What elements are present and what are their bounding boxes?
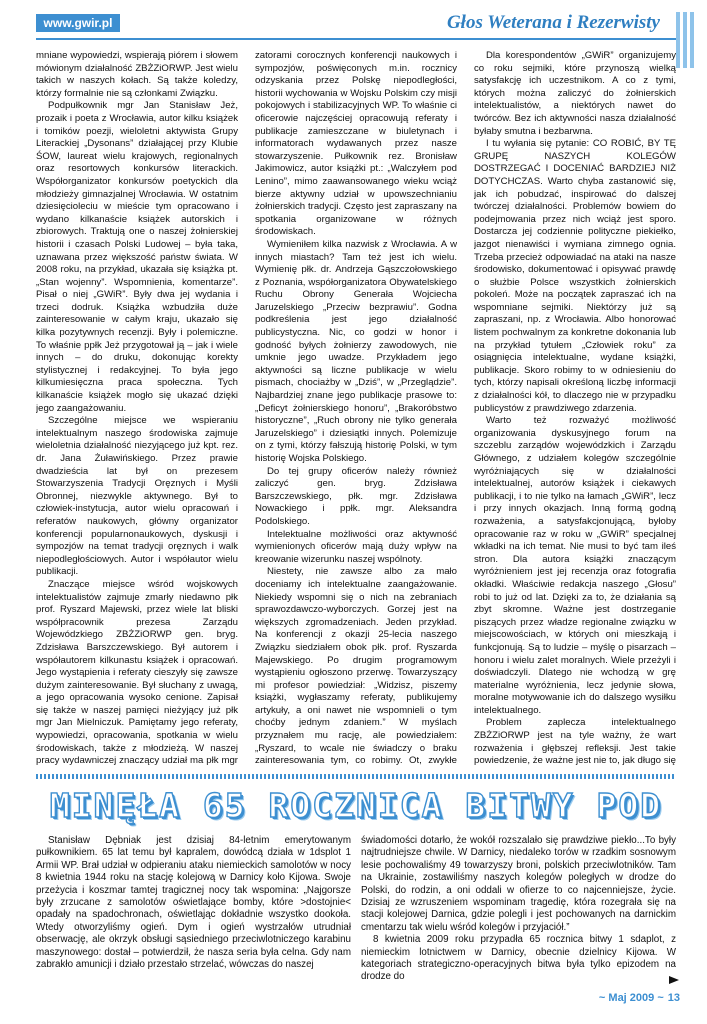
paragraph: Do tej grupy oficerów należy również zaliczyć gen. bryg. Zdzisława Barszczewskiego, płk. mgr. Zdzisława Nowackiego i ppłk. mgr. Aleksandra Podolskiego. bbox=[255, 465, 457, 527]
paragraph: Wymieniłem kilka nazwisk z Wrocławia. A w innych miastach? Tam też jest ich wielu. Wymienię płk. dr. Andrzeja Gąszczołowskiego z Poznania, współorganizatora Obywatelskiego Ruchu Obrony Generała Wojciecha Jaruzelskiego „Przeciw bezprawiu”. Godna podkreślenia jest jego działalność publicystyczna. Nic, co godzi w honor i godność byłych żołnierzy zawodowych, nie umknie jego uwadze. Przykładem jego aktywności są liczne publikacje w wielu pismach, chociażby w „Dziś”, w „Przeglądzie”. Najbardziej znane jego publikacje prasowe to: „Deficyt żołnierskiego honoru”, „Brakoróbstwo historyczne”, „Ruch obrony nie tylko generała Jaruzelskiego” i dziesiątki innych. Polemizuje on z tymi, którzy fałszują historię Polski, w tym historię Wojska Polskiego. bbox=[255, 238, 457, 464]
article-column-2 bbox=[255, 50, 457, 768]
article-column-1 bbox=[36, 50, 238, 768]
paragraph: mniane wypowiedzi, wspierają piórem i słowem mówionym działalność ZBŻZiORWP. Jest wielu takich w naszych kołach. Są także koledzy, którzy formalnie nie są członkami Związku. bbox=[36, 50, 238, 99]
paragraph: Podpułkownik mgr Jan Stanisław Jeż, prozaik i poeta z Wrocławia, autor kilku książek i tomików poezji, wieloletni aktywista Grupy Literackiej „Dysonans” działającej przy Klubie ŚOW, laureat wielu krajowych, regionalnych oraz resortowych konkursów literackich. Współorganizator konkursów poetyckich dla młodzieży gimnazjalnej Wrocławia. W ostatnim dziesięcioleciu w mieście tym opracowano i wydano kilkanaście książek autorskich i zbiorowych. Traktują one o naszej żołnierskiej historii i czasach Polski Ludowej – była taka, uznawana przez większość państw świata. W 2008 roku, na przykład, ukazała się książka pt. „Stan wojenny”. Wspomnienia, komentarze”. Pisał o niej „GWiR”. Były dwa jej wydania i trzeci dodruk. Książka wzbudziła duże zainteresowanie w całym kraju, ukazało się kilka pozytywnych recenzji. Były i polemiczne. To właśnie ppłk Jeż przygotował ją – jak i wiele innych – do druku, dokonując korekty stylistycznej i redakcyjnej. To była jego kilkumiesięczna praca społeczna. Tych kilkanaście książek mogło się ukazać dzięki jego zaangażowaniu. bbox=[36, 100, 238, 414]
article-headline: MINĘŁA 65 ROCZNICA BITWY POD bbox=[49, 786, 663, 825]
paragraph: zatorami corocznych konferencji naukowych i sympozjów, poświęconych m.in. rocznicy odzyskania przez Polskę niepodległości, historii wychowania w Wojsku Polskim czy misji pokojowych i stabilizacyjnych WP. To właśnie ci oficerowie najczęściej opracowują referaty i publikacje zamieszczane w biuletynach i informatorach wydawanych przez nasze stowarzyszenie. Pułkownik rez. Bronisław Jakimowicz, autor książki pt.: „Walczyłem pod Lenino”, mimo zaawansowanego wieku wciąż bierze aktywny udział w upowszechnianiu żołnierskich tradycji. Często jest zapraszany na spotkania organizowane w różnych środowiskach. bbox=[255, 50, 457, 238]
page-footer bbox=[590, 992, 680, 1004]
paragraph: Szczególne miejsce we wspieraniu intelektualnym naszego środowiska zajmuje wieloletnia działalność niezyjącego już kpt. rez. dr. Jana Żuławińskiego. Przez prawie dwadzieścia lat był on prezesem Stowarzyszenia Tradycji Oręznych i Myśli Obronnej, niezwykle aktywnego. Był to człowiek-instytucja, autor wielu opracowań i referatów naukowych, główny organizator konferencji popularnonaukowych, dyskusji i sympozjów na temat tradycji oręznych i walk niepodległościowych. Autor i współautor wielu publikacji. bbox=[36, 415, 238, 578]
article2-column-2 bbox=[361, 835, 676, 987]
article-column-3 bbox=[474, 50, 676, 768]
issue-date: ~ Maj 2009 ~ bbox=[598, 992, 664, 1004]
paragraph: Dla korespondentów „GWiR” organizujemy co roku sejmiki, które przynoszą wielką satysfakcję ich uczestnikom. A co z tymi, których można zaliczyć do żołnierskich intelektualistów, a niektórych nawet do twórców. Bez ich aktywności nasza działalność byłaby smutna i bezbarwna. bbox=[474, 50, 676, 137]
section-divider bbox=[36, 774, 676, 779]
paragraph: Niestety, nie zawsze albo za mało doceniamy ich intelektualne zaangażowanie. Niekiedy wspomni się o nich na zebraniach sprawozdawczo-wyborczych. Gorzej jest na większych zgromadzeniach. Jeden przykład. Na konferencji z okazji 25-lecia naszego Związku siedziałem obok płk. prof. Ryszarda Majewskiego. Po drugim programowym wystąpieniu ogłoszono przerwę. Towarzyszący mi profesor powiedział: „Widzisz, piszemy książki, wygłaszamy referaty, publikujemy artykuły, a oni nawet nie wspomnieli o tym choćby jednym zdaniem.” W myślach przyznałem mu rację, ale powiedziałem: „Ryszard, to wcale nie świadczy o braku zainteresowania tym, co robimy. Ot, zwykłe bbox=[255, 566, 457, 767]
site-url[interactable]: www.gwir.pl bbox=[36, 14, 120, 32]
paragraph: świadomości dotarło, że wokół rozszalało się prawdziwe piekło...To były najtrudniejsze chwile. W Darnicy, niedaleko torów w rzadkim sosnowym lesie pochowaliśmy 49 towarzyszy broni, polskich przeciwlotników. Tam na Ukrainie, zostawiliśmy naszych kolegów poległych w drodze do Polski, do rodzin, a oni oddali w ofierze to co najcenniejsze, życie. Dzisiaj ze wzruszeniem wspominam tragedię, która rozegrała się na stacji kolejowej Darnica, gdzie polegli i jest pochowanych na darnickim cmentarzu tak wielu wśród kolegów i przyjaciół.” bbox=[361, 835, 676, 933]
paragraph: Stanisław Dębniak jest dzisiaj 84-letnim emerytowanym pułkownikiem. 65 lat temu był kapralem, dowódcą działa w 1dsplot 1 Armii WP. Brał udział w odpieraniu ataku niemieckich samolotów w nocy 8 kwietnia 1944 roku na stację kolejową w Darnicy koło Kijowa. Swoje przeżycia i koszmar tamtej tragicznej nocy tak wspomina: „Najgorsze były zrzucane z samolotów oświetlające bomby, które >dostojnie< opadały na spadochronach, oświetlając dokładnie wszystko dookoła. Wtedy otworzyliśmy ogień. Dym i ogień wystrzałów utrudniał obserwację, ale okrzyk obsługi sąsiedniego przeciwlotniczego karabinu maszynowego: dostał – potwierdził, że nasza seria była celna. Gdy nam zabrakło amunicji i działo przestało strzelać, wówczas do naszej bbox=[36, 835, 351, 971]
header-decoration bbox=[676, 12, 700, 68]
paragraph: Problem zaplecza intelektualnego ZBŻZiORWP jest na tyle ważny, że wart rozważenia i głębszej refleksji. Jest takie powiedzenie, że ważne jest nie to, jak długo się bbox=[474, 717, 676, 767]
masthead-title: Głos Weterana i Rezerwisty bbox=[446, 12, 660, 33]
header-rule bbox=[36, 38, 676, 40]
paragraph: Intelektualne możliwości oraz aktywność wymienionych oficerów mają duży wpływ na kreowanie wizerunku naszej wspólnoty. bbox=[255, 528, 457, 565]
page-number: 13 bbox=[667, 992, 680, 1004]
paragraph: 8 kwietnia 2009 roku przypadła 65 rocznica bitwy 1 sdaplot, z niemieckim lotnictwem w Darnicy, obecnie dzielnicy Kijowa. W kategoriach strategiczno-operacyjnych bitwa była tylko epizodem na drodze do bbox=[361, 934, 676, 983]
paragraph: I tu wyłania się pytanie: CO ROBIĆ, BY TĘ GRUPĘ NASZYCH KOLEGÓW DOSTRZEGAĆ I DOCENIAĆ BARDZIEJ NIŻ DOTYCHCZAS. Warto chyba zastanowić się, jak ich pobudzać, inspirować do dalszej twórczej działalności. Problemów bowiem do podejmowania przez nich wciąż jest sporo. Dostarcza jej codziennie polityczne piekiełko, jazgot nienawiści i wymiana zimnego ognia. Trzeba przecież odpowiadać na ataki na nasze środowisko, dokumentować i opisywać prawdę o służbie Polsce wszystkich żołnierskich pokoleń. Może na początek zapraszać ich na wspomniane sejmiki. Niektórzy już są zapraszani, np. z Wrocławia. Albo honorować listem pochwalnym za konkretne dokonania lub na przykład tytułem „Człowiek roku” za osiągnięcia intelektualne, wydane książki, publikacje. Skoro robimy to w odniesieniu do tych, którzy napisali określoną liczbę informacji z działalności kół, to dlaczego nie w przypadku publicystów z prawdziwego zdarzenia. bbox=[474, 138, 676, 414]
continue-arrow-icon bbox=[669, 976, 679, 984]
paragraph: Znaczące miejsce wśród wojskowych intelektualistów zajmuje zmarły niedawno płk prof. Ryszard Majewski, przez wiele lat bliski współpracownik prezesa Zarządu Wojewódzkiego ZBŻZiORWP gen. bryg. Zdzisława Barszczewskiego. Był autorem i współautorem kilkunastu książek i opracowań. Jego wystąpienia i referaty cieszyły się zawsze dużym zainteresowanie. Był słuchany z uwagą, a jego opracowania wysoko cenione. Zapisał się także w naszej pamięci nieżyjący już płk mgr Jan Mielniczuk. Pamiętamy jego referaty, wypowiedzi, opracowania, spotkania w wielu środowiskach, także z młodzieżą. W naszej pracy wydawniczej znaczący udział ma płk mgr bbox=[36, 578, 238, 767]
paragraph: Warto też rozważyć możliwość organizowania dyskusyjnego forum na szczeblu zarządów wojewódzkich i Zarządu Głównego, z udziałem kolegów szczególnie wyróżniających się w działalności intelektualnej, autorów książek i ciekawych publikacji, i to nie tylko na łamach „GWiR”, lecz i przy innych okazjach. Inną formą godną rozważenia, a satysfakcjonującą, byłoby opracowanie raz w roku w „GWiR” specjalnej wkładki na ich temat. Nie musi to być tam ileś stron. Dla autora książki znaczącym wyróżnieniem jest jej recenzja oraz fotografia okładki. Właściwie redakcja naszego „Głosu” robi to już od lat. Dzięki za to, że działania są zbyt skromne. Ważne jest dostrzeganie piszących przez władze regionalne związku w miejscowościach, w których oni mieszkają i funkcjonują. Są to ludzie – myślę o pisarzach – honoru i wielu zalet moralnych. Wiele przeżyli i doświadczyli. Dlatego nie wchodzą w grę materialne wyróżnienia, lecz jedynie słowa, moralne motywowanie ich do dalszego wysiłku intelektualnego. bbox=[474, 415, 676, 716]
article2-column-1 bbox=[36, 835, 351, 987]
